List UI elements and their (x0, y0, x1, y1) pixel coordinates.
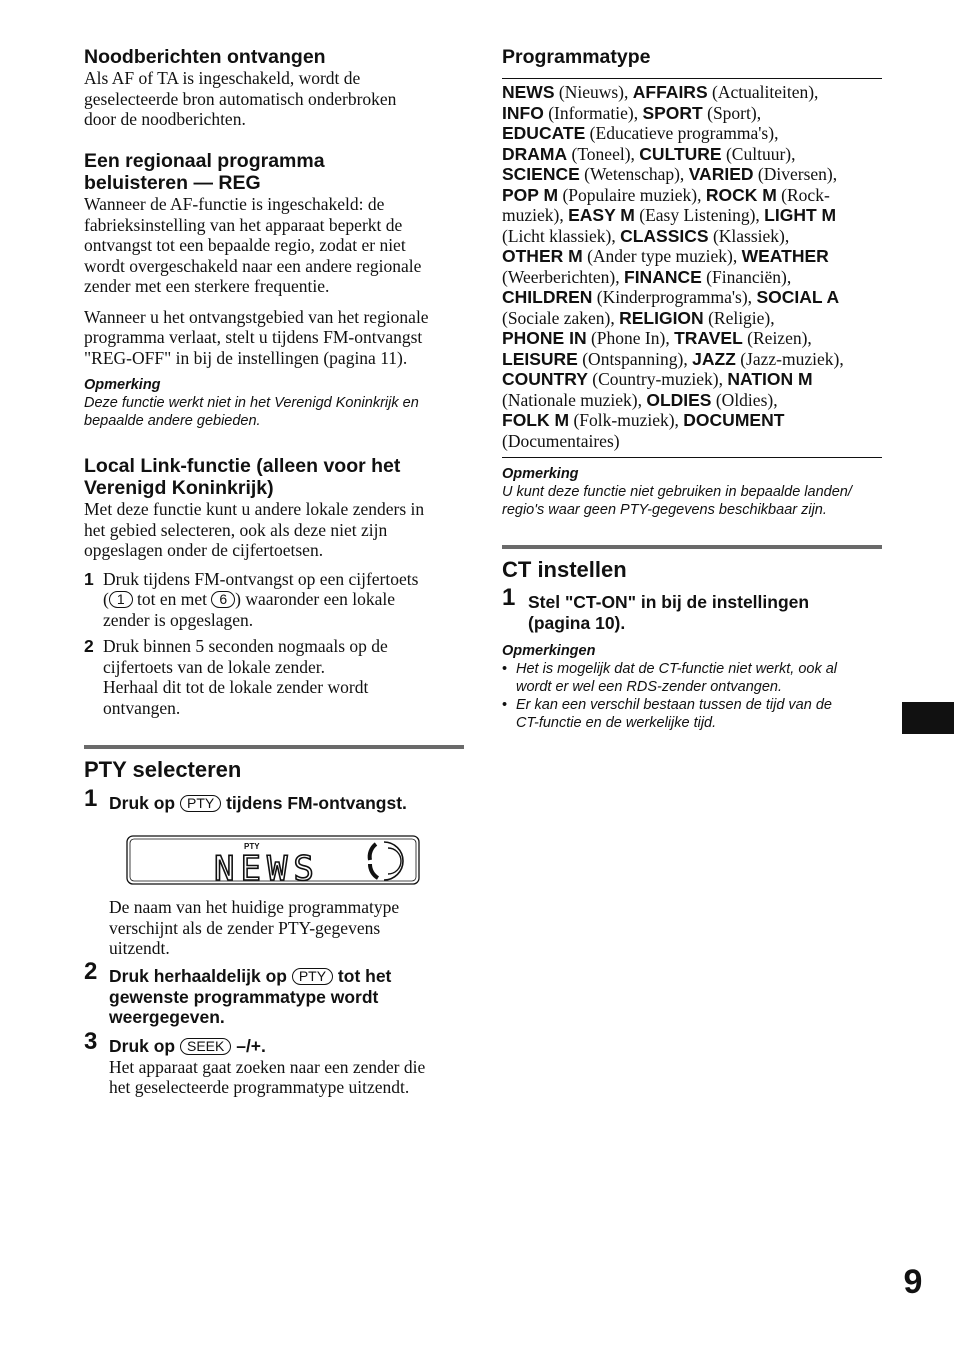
section-divider (84, 745, 464, 749)
text-line: opgeslagen onder de cijfertoetsen. (84, 540, 324, 560)
locallink-intro (84, 499, 464, 561)
program-type-code: LIGHT M (764, 205, 837, 225)
text-line: cijfertoets van de lokale zender. (103, 656, 326, 677)
text-line: ontvangst tot een bepaalde regio, zodat er niet (84, 235, 406, 255)
note-text: CT-functie en de werkelijke tijd. (516, 715, 717, 731)
program-type-code: OLDIES (646, 389, 712, 410)
heading-line: beluisteren — REG (84, 172, 261, 194)
text-line: Met deze functie kunt u andere lokale zenders in (84, 499, 425, 519)
note-heading: Opmerking (84, 377, 161, 393)
program-type-line (502, 267, 882, 288)
program-type-description: (Country-muziek), (587, 369, 728, 389)
section-pty (84, 745, 464, 783)
text-line: De naam van het huidige programmatype (109, 897, 400, 917)
program-type-line (502, 82, 882, 103)
text-line: gewenste programmatype wordt (109, 986, 379, 1007)
program-type-code: WEATHER (741, 246, 829, 266)
program-type-description: (Toneel), (567, 143, 640, 164)
text-line: het geselecteerde programmatype uitzendt. (109, 1077, 410, 1097)
page-edge-tab (902, 702, 954, 734)
text-line: uitzendt. (109, 938, 170, 958)
page-number: 9 (903, 1263, 923, 1301)
program-type-line (502, 308, 882, 329)
note-text: • Het is mogelijk dat de CT-functie niet werkt, ook al (516, 661, 838, 677)
step-number: 2 (84, 958, 98, 985)
heading-locallink (84, 455, 464, 499)
text-line: (pagina 10). (528, 612, 626, 633)
note-text: bepaalde andere gebieden. (84, 413, 261, 429)
step-instruction (109, 793, 464, 814)
program-type-code: SCIENCE (502, 164, 580, 184)
text-line: fabrieksinstelling van het apparaat beperkt de (84, 214, 403, 235)
text-line: geselecteerde bron automatisch onderbroken (84, 88, 397, 109)
program-type-code: PHONE IN (502, 328, 587, 348)
text-line: weergegeven. (109, 1007, 225, 1027)
program-type-description: (Diversen), (753, 164, 838, 184)
program-type-code: EDUCATE (502, 123, 586, 143)
text-line: wordt overgeschakeld naar een andere regionale (84, 255, 422, 276)
pty-step-2 (84, 958, 464, 1028)
program-type-description: (Klassiek), (708, 225, 790, 246)
step-instruction (109, 966, 464, 987)
program-type-list (502, 82, 882, 451)
reg-para-2 (84, 307, 464, 369)
program-type-description: (Folk-muziek), (569, 410, 684, 430)
preset-key-6: 6 (211, 591, 235, 608)
program-type-description: (Wetenschap), (579, 164, 689, 184)
program-type-description: (Documentaires) (502, 430, 620, 451)
program-type-line (502, 205, 882, 226)
program-type-description: (Financiën), (701, 266, 792, 287)
program-type-description: (Nationale muziek), (502, 389, 647, 410)
program-type-code: LEISURE (502, 348, 578, 369)
step-number: 1 (84, 568, 94, 589)
program-type-description: (Sociale zaken), (502, 307, 620, 328)
program-type-line (502, 369, 882, 390)
text-line: zender is opgeslagen. (103, 609, 254, 630)
program-type-description: (Easy Listening), (634, 205, 765, 225)
program-type-code: NATION M (727, 369, 813, 389)
note-text: wordt er wel een RDS-zender ontvangen. (516, 679, 782, 695)
lcd-display-text: NEWS (214, 849, 320, 888)
heading-line: Een regionaal programma (84, 150, 325, 172)
text-part: tot het (333, 966, 392, 986)
program-type-code: SOCIAL A (756, 287, 840, 307)
program-type-code: RELIGION (619, 307, 704, 328)
program-type-description: (Weerberichten), (502, 266, 624, 287)
text-line: Als AF of TA is ingeschakeld, wordt de (84, 68, 361, 88)
heading-noodberichten: Noodberichten ontvangen (84, 46, 326, 68)
heading-line: Local Link-functie (alleen voor het (84, 455, 401, 477)
program-type-line (502, 103, 882, 124)
program-type-code: INFO (502, 102, 544, 123)
heading-line: Verenigd Koninkrijk) (84, 477, 274, 499)
program-type-description: (Religie), (703, 307, 775, 328)
program-type-description: (Actualiteiten), (707, 82, 819, 102)
program-type-line (502, 123, 882, 144)
program-type-line (502, 226, 882, 247)
program-type-code: AFFAIRS (632, 82, 708, 102)
program-type-line (502, 410, 882, 431)
program-type-description: muziek), (502, 205, 569, 225)
text-part: ) waaronder een lokale (235, 589, 395, 609)
pty-key: PTY (180, 795, 221, 812)
program-type-line (502, 246, 882, 267)
heading-ct: CT instellen (502, 557, 627, 582)
text-line: Wanneer u het ontvangstgebied van het regionale (84, 306, 429, 327)
program-type-description: (Phone In), (586, 328, 675, 348)
program-type-code: SPORT (642, 102, 703, 123)
text-part: Druk op (109, 1036, 180, 1056)
section-programmatype (502, 46, 882, 519)
program-type-line (502, 185, 882, 206)
text-part: –/+. (231, 1036, 266, 1056)
text-line: ontvangen. (103, 697, 181, 718)
seek-key: SEEK (180, 1038, 231, 1055)
program-type-code: POP M (502, 184, 559, 205)
note-text: regio's waar geen PTY-gegevens beschikbaar zijn. (502, 502, 827, 518)
program-type-code: DOCUMENT (683, 410, 785, 430)
text-line: Stel "CT-ON" in bij de instellingen (528, 592, 810, 612)
program-type-code: FOLK M (502, 410, 570, 430)
divider (502, 78, 882, 79)
locallink-step-1 (84, 569, 464, 631)
program-type-code: NEWS (502, 82, 555, 102)
pty-step-1 (84, 785, 464, 814)
text-part: ( (103, 589, 109, 609)
step-number: 3 (84, 1028, 98, 1055)
program-type-code: FINANCE (624, 266, 702, 287)
reg-note (84, 376, 464, 430)
program-type-description: (Oldies), (711, 389, 778, 410)
ct-step-1 (502, 584, 884, 633)
program-type-code: CHILDREN (502, 287, 593, 307)
program-type-code: CLASSICS (620, 225, 709, 246)
text-part: Druk herhaaldelijk op (109, 966, 292, 986)
heading-pty: PTY selecteren (84, 757, 242, 782)
program-type-code: EASY M (568, 205, 635, 225)
note-text: Deze functie werkt niet in het Verenigd Koninkrijk en (84, 395, 419, 411)
notes-heading: Opmerkingen (502, 643, 596, 659)
note-text: U kunt deze functie niet gebruiken in bepaalde landen/ (502, 484, 852, 500)
preset-key-1: 1 (109, 591, 133, 608)
program-type-line (502, 328, 882, 349)
program-type-description: (Sport), (702, 102, 762, 123)
program-type-description: (Reizen), (742, 328, 812, 348)
program-type-code: OTHER M (502, 246, 583, 266)
text-part: tot en met (132, 589, 212, 609)
locallink-step-2 (84, 636, 464, 718)
section-ct (502, 545, 882, 583)
divider (502, 457, 882, 458)
program-type-line (502, 164, 882, 185)
program-type-code: JAZZ (692, 348, 736, 369)
program-type-line (502, 390, 882, 411)
programmatype-note (502, 465, 882, 519)
text-line: het gebied selecteren, ook als deze niet zijn (84, 519, 388, 540)
text-part: tijdens FM-ontvangst. (221, 793, 407, 813)
note-item (502, 696, 884, 732)
lcd-volume-knob-icon (370, 842, 403, 880)
program-type-code: TRAVEL (674, 328, 743, 348)
text-line: Het apparaat gaat zoeken naar een zender die (109, 1056, 426, 1077)
note-text: • Er kan een verschil bestaan tussen de tijd van de (516, 697, 832, 713)
program-type-description: (Jazz-muziek), (735, 348, 844, 369)
ct-notes (502, 642, 884, 732)
section-divider (502, 545, 882, 549)
pty-step-1-desc (109, 897, 469, 959)
text-line: door de noodberichten. (84, 109, 246, 129)
program-type-line (502, 144, 882, 165)
text-line: Druk tijdens FM-ontvangst op een cijfertoets (103, 568, 419, 589)
step-instruction (109, 1036, 464, 1057)
program-type-description: (Kinderprogramma's), (592, 287, 757, 307)
program-type-code: VARIED (688, 164, 754, 184)
text-line: "REG-OFF" in bij de instellingen (pagina 11). (84, 347, 408, 368)
text-line: Herhaal dit tot de lokale zender wordt (103, 677, 369, 697)
step-number: 1 (502, 584, 516, 611)
step-number: 1 (84, 785, 98, 812)
program-type-description: (Nieuws), (554, 82, 633, 102)
noodberichten-text (84, 68, 464, 130)
program-type-code: CULTURE (639, 143, 722, 164)
program-type-code: COUNTRY (502, 369, 588, 389)
section-reg (84, 150, 464, 430)
program-type-line (502, 349, 882, 370)
program-type-description: (Educatieve programma's), (585, 123, 779, 143)
text-line: programma verlaat, stelt u tijdens FM-ontvangst (84, 327, 423, 347)
text-line: zender met een sterkere frequentie. (84, 276, 330, 296)
heading-programmatype: Programmatype (502, 46, 651, 68)
program-type-code: DRAMA (502, 143, 568, 164)
program-type-description: (Informatie), (543, 102, 643, 123)
pty-key: PTY (292, 968, 333, 985)
note-heading: Opmerking (502, 466, 579, 482)
lcd-pty-indicator: PTY (244, 842, 260, 851)
step-number: 2 (84, 636, 94, 656)
section-locallink (84, 455, 464, 718)
program-type-description: (Ontspanning), (577, 348, 693, 369)
program-type-line (502, 431, 882, 452)
program-type-description: (Rock- (776, 184, 830, 205)
program-type-description: (Populaire muziek), (558, 184, 706, 205)
section-noodberichten (84, 46, 464, 130)
text-line: verschijnt als de zender PTY-gegevens (109, 917, 381, 938)
text-line: Wanneer de AF-functie is ingeschakeld: de (84, 194, 385, 214)
text-part: Druk op (109, 793, 180, 813)
pty-step-3 (84, 1028, 464, 1098)
text-line (103, 589, 464, 610)
heading-reg (84, 150, 464, 194)
reg-para-1 (84, 194, 464, 297)
program-type-description: (Cultuur), (721, 143, 796, 164)
program-type-line (502, 287, 882, 308)
note-item (502, 660, 884, 696)
program-type-code: ROCK M (705, 184, 777, 205)
program-type-description: (Licht klassiek), (502, 225, 621, 246)
program-type-description: (Ander type muziek), (582, 246, 742, 266)
text-line: Druk binnen 5 seconden nogmaals op de (103, 636, 388, 656)
lcd-display-illustration (126, 834, 422, 888)
